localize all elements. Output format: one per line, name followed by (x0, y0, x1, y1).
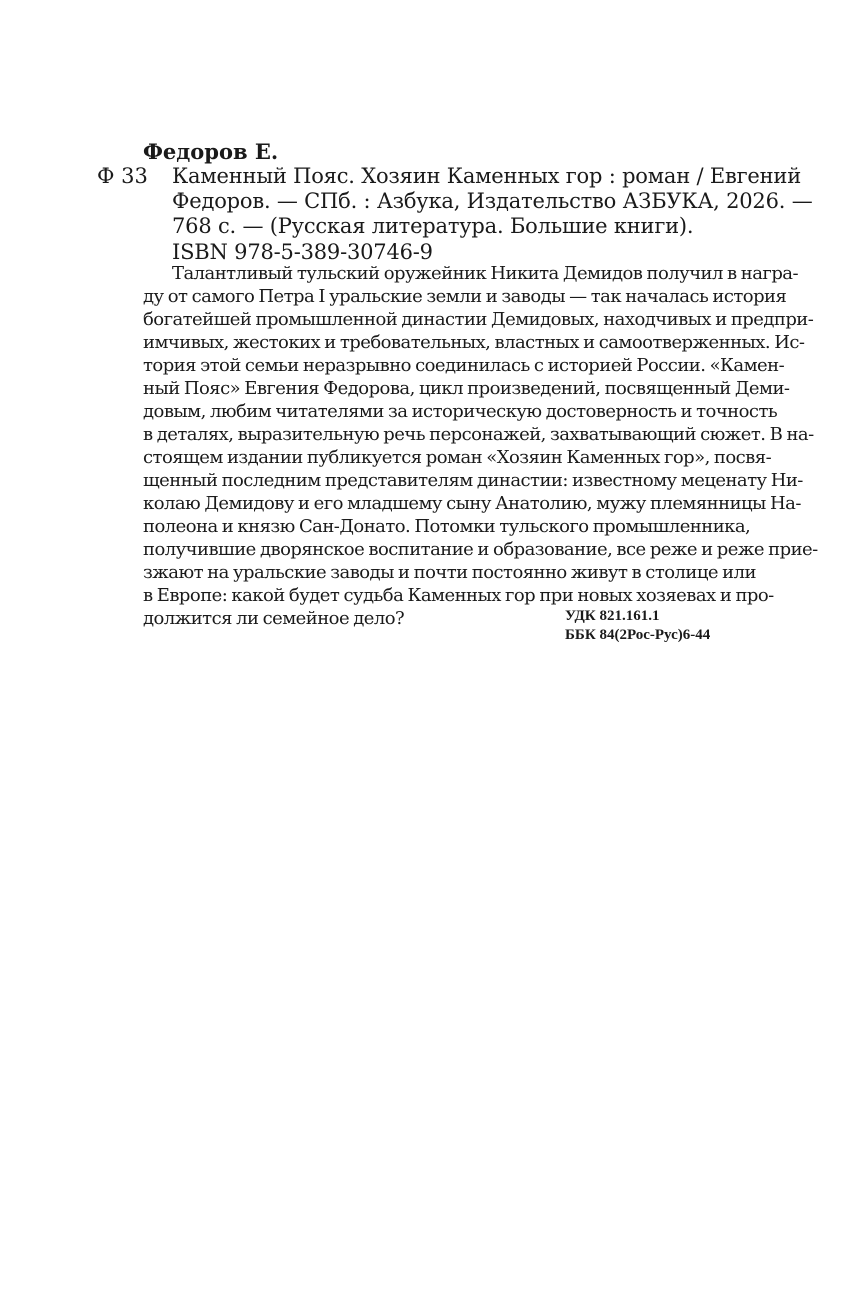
annotation-line: довым, любим читателями за историческую достоверность и точность (143, 401, 778, 422)
annotation-line: зжают на уральские заводы и почти постоянно живут в столице или (143, 562, 756, 583)
annotation-line: тория этой семьи неразрывно соединилась с историей России. «Камен- (143, 355, 785, 376)
annotation-line: в Европе: какой будет судьба Каменных гор при новых хозяевах и про- (143, 585, 774, 606)
author-heading: Федоров Е. (143, 139, 279, 164)
annotation-line: получившие дворянское воспитание и образование, все реже и реже прие- (143, 539, 818, 560)
udk-code: УДК 821.161.1 (565, 608, 660, 624)
annotation-line: щенный последним представителям династии: известному меценату Ни- (143, 470, 803, 491)
bbk-code: ББК 84(2Рос-Рус)6-44 (565, 627, 711, 643)
title-line: Каменный Пояс. Хозяин Каменных гор : роман / Евгений (172, 164, 802, 188)
shelf-mark: Ф 33 (97, 164, 148, 188)
annotation-line: полеона и князю Сан-Донато. Потомки тульского промышленника, (143, 516, 751, 537)
annotation-line: ду от самого Петра I уральские земли и заводы — так началась история (143, 286, 787, 307)
annotation-line: стоящем издании публикуется роман «Хозяин Каменных гор», посвя- (143, 447, 772, 468)
annotation-line: в деталях, выразительную речь персонажей, захватывающий сюжет. В на- (143, 424, 814, 445)
annotation-line: колаю Демидову и его младшему сыну Анатолию, мужу племянницы На- (143, 493, 801, 514)
annotation-line: богатейшей промышленной династии Демидовых, находчивых и предпри- (143, 309, 814, 330)
annotation-line: имчивых, жестоких и требовательных, властных и самоотверженных. Ис- (143, 332, 805, 353)
title-line: Федоров. — СПб. : Азбука, Издательство АЗБУКА, 2026. — (172, 189, 813, 213)
isbn: ISBN 978-5-389-30746-9 (172, 240, 433, 264)
annotation-line: ный Пояс» Евгения Федорова, цикл произведений, посвященный Деми- (143, 378, 790, 399)
title-line: 768 с. — (Русская литература. Большие книги). (172, 214, 694, 238)
annotation-line: должится ли семейное дело? (143, 608, 405, 629)
annotation-line: Талантливый тульский оружейник Никита Демидов получил в награ- (172, 263, 798, 284)
